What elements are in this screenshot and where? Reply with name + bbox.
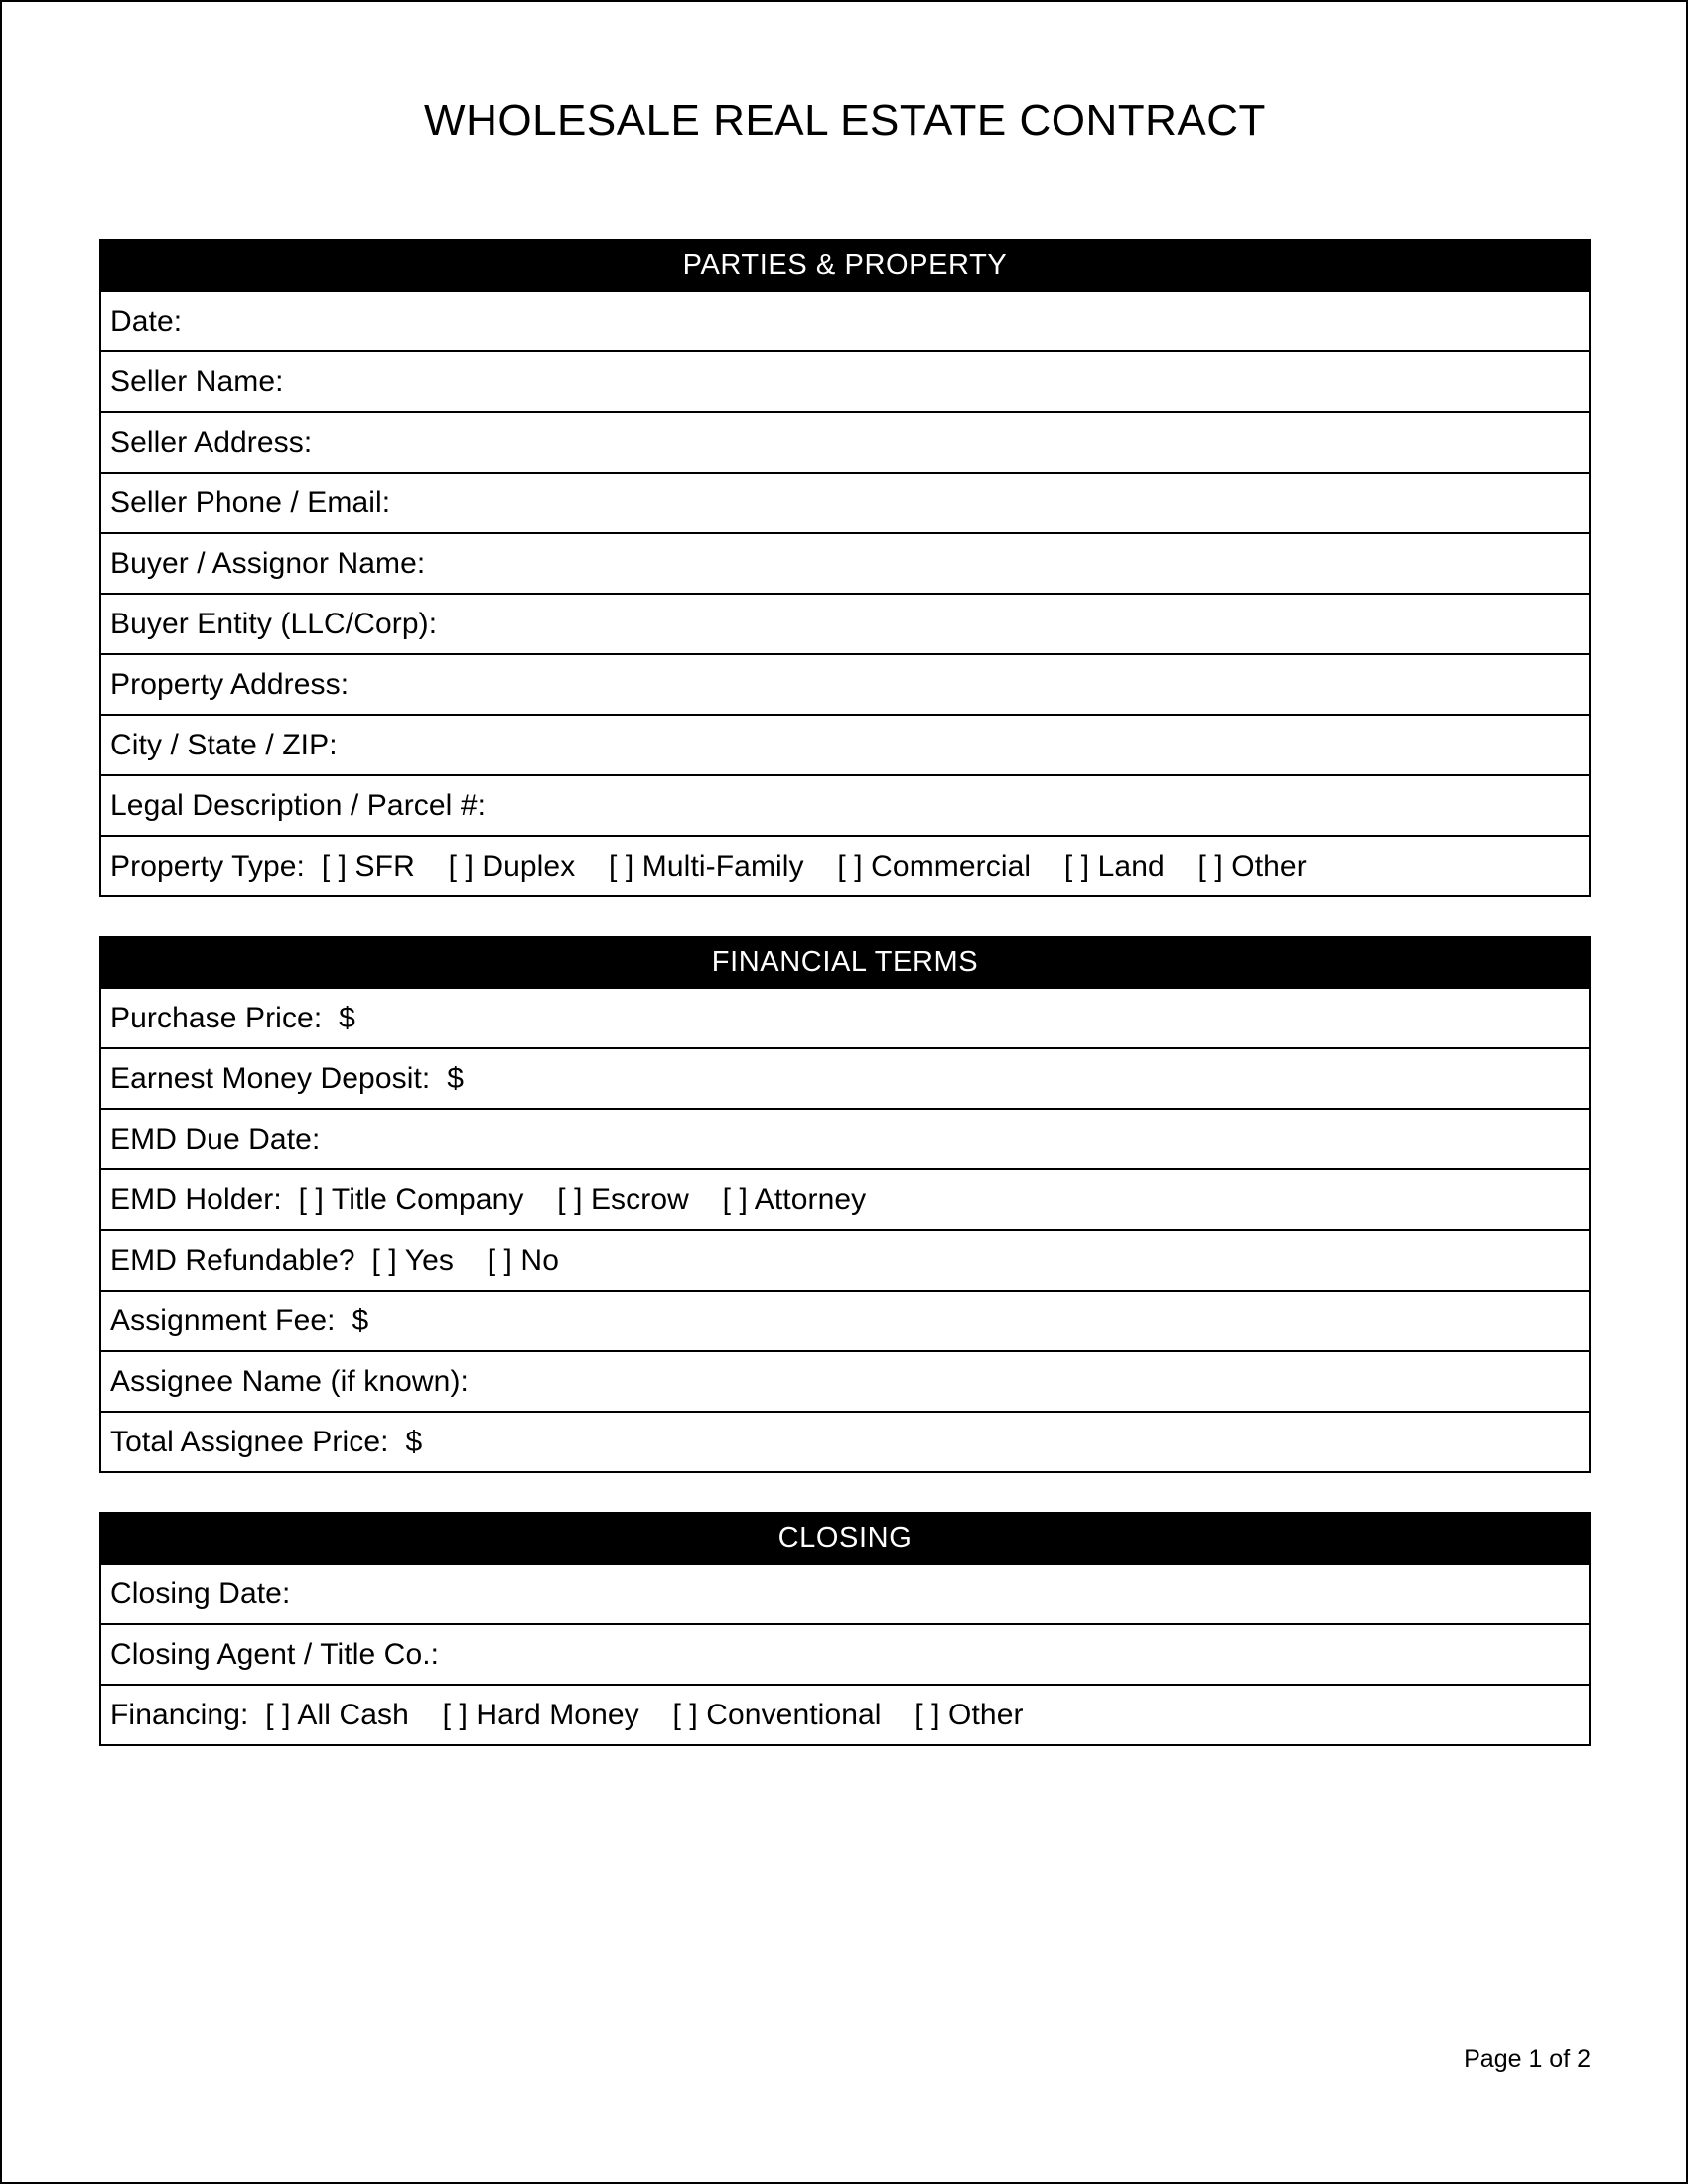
- field-row-property-address[interactable]: Property Address:: [101, 653, 1589, 714]
- page-footer: Page 1 of 2: [1464, 2045, 1591, 2073]
- section-closing: [99, 1512, 1591, 1746]
- field-row-closing-agent[interactable]: Closing Agent / Title Co.:: [101, 1623, 1589, 1684]
- field-row-city-state-zip[interactable]: City / State / ZIP:: [101, 714, 1589, 774]
- section-header-closing: CLOSING: [101, 1514, 1589, 1563]
- document-content: [99, 0, 1591, 1746]
- field-row-financing[interactable]: Financing: [ ] All Cash [ ] Hard Money [ ] Conventional [ ] Other: [101, 1684, 1589, 1744]
- page-title: WHOLESALE REAL ESTATE CONTRACT: [424, 96, 1266, 145]
- section-parties-property: [99, 239, 1591, 897]
- field-row-buyer-entity[interactable]: Buyer Entity (LLC/Corp):: [101, 593, 1589, 653]
- field-row-assignment-fee[interactable]: Assignment Fee: $: [101, 1290, 1589, 1350]
- field-row-seller-address[interactable]: Seller Address:: [101, 411, 1589, 472]
- field-row-assignee-name[interactable]: Assignee Name (if known):: [101, 1350, 1589, 1411]
- field-row-emd-holder[interactable]: EMD Holder: [ ] Title Company [ ] Escrow [ ] Attorney: [101, 1168, 1589, 1229]
- field-row-seller-name[interactable]: Seller Name:: [101, 350, 1589, 411]
- field-row-earnest-money-deposit[interactable]: Earnest Money Deposit: $: [101, 1047, 1589, 1108]
- field-row-date[interactable]: Date:: [101, 290, 1589, 350]
- field-row-legal-description[interactable]: Legal Description / Parcel #:: [101, 774, 1589, 835]
- field-row-purchase-price[interactable]: Purchase Price: $: [101, 987, 1589, 1047]
- section-header-financial-terms: FINANCIAL TERMS: [101, 938, 1589, 987]
- section-header-parties-property: PARTIES & PROPERTY: [101, 241, 1589, 290]
- section-financial-terms: [99, 936, 1591, 1473]
- field-row-seller-phone-email[interactable]: Seller Phone / Email:: [101, 472, 1589, 532]
- field-row-emd-due-date[interactable]: EMD Due Date:: [101, 1108, 1589, 1168]
- field-row-buyer-assignor-name[interactable]: Buyer / Assignor Name:: [101, 532, 1589, 593]
- field-row-emd-refundable[interactable]: EMD Refundable? [ ] Yes [ ] No: [101, 1229, 1589, 1290]
- field-row-closing-date[interactable]: Closing Date:: [101, 1563, 1589, 1623]
- field-row-total-assignee-price[interactable]: Total Assignee Price: $: [101, 1411, 1589, 1471]
- field-row-property-type[interactable]: Property Type: [ ] SFR [ ] Duplex [ ] Multi-Family [ ] Commercial [ ] Land [ ] Other: [101, 835, 1589, 895]
